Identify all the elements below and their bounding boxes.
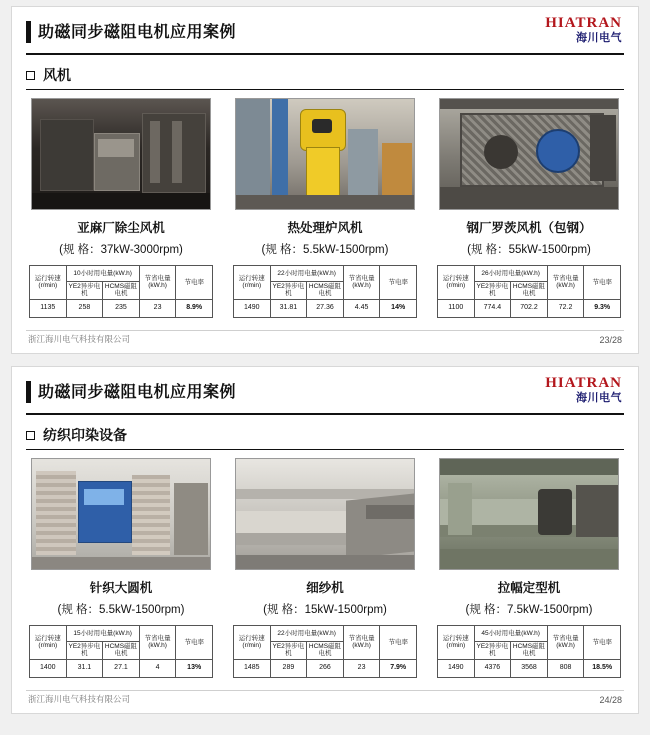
cell-hcms: 235 [103,299,140,317]
case-photo-spinning-frame [235,458,415,570]
table-header-row [234,266,417,282]
cell-speed: 1400 [30,659,67,677]
case-spec: (规 格：55kW-1500rpm) [467,244,591,256]
case-name: 钢厂罗茨风机（包钢） [466,221,592,235]
page-title: 助磁同步磁阻电机应用案例 [38,24,237,41]
company-logo [545,375,622,404]
page-number: 23/28 [599,335,622,345]
col-speed: 运行转速 (r/min) [30,266,67,300]
logo-wordmark: HIATRAN [545,375,622,391]
cell-ye2: 31.1 [66,659,103,677]
case-spec: (规 格：37kW-3000rpm) [59,244,183,256]
col-hcms: HCMS磁阻电机 [511,282,548,300]
case-list [26,458,624,678]
cell-rate: 7.9% [380,659,417,677]
table-row [234,299,417,317]
cell-ye2: 4376 [474,659,511,677]
col-ye2: YE2异步电机 [270,282,307,300]
case-name: 细纱机 [306,581,344,595]
case-spec: (规 格：5.5kW-1500rpm) [261,244,389,256]
col-speed: 运行转速 (r/min) [234,626,271,660]
cell-rate: 9.3% [584,299,621,317]
slide-title-bar [26,15,624,55]
cell-hcms: 3568 [511,659,548,677]
col-rate: 节电率 [584,626,621,660]
energy-table [437,625,621,678]
energy-table [233,625,417,678]
section-title: 风机 [43,67,71,83]
cell-rate: 18.5% [584,659,621,677]
col-ye2: YE2异步电机 [474,282,511,300]
cell-speed: 1100 [438,299,475,317]
cell-saved: 808 [547,659,584,677]
col-ye2: YE2异步电机 [66,642,103,660]
cell-speed: 1490 [234,299,271,317]
col-rate: 节电率 [176,626,213,660]
cell-saved: 4.45 [343,299,380,317]
col-group-consumption: 26小时用电量(kW.h) [474,266,547,282]
logo-chinese-name: 海川电气 [576,32,622,44]
col-speed: 运行转速 (r/min) [30,626,67,660]
case-photo-roots-blower [439,98,619,210]
cell-rate: 13% [176,659,213,677]
col-saved: 节省电量 (kW.h) [343,266,380,300]
col-rate: 节电率 [380,266,417,300]
section-heading [26,65,624,90]
cell-hcms: 702.2 [511,299,548,317]
col-saved: 节省电量 (kW.h) [139,266,176,300]
footer-divider [26,690,624,691]
col-speed: 运行转速 (r/min) [438,626,475,660]
cell-ye2: 31.81 [270,299,307,317]
col-ye2: YE2异步电机 [66,282,103,300]
col-hcms: HCMS磁阻电机 [103,642,140,660]
page-title: 助磁同步磁阻电机应用案例 [38,384,237,401]
table-row [30,299,213,317]
table-header-row [30,626,213,642]
col-speed: 运行转速 (r/min) [438,266,475,300]
col-saved: 节省电量 (kW.h) [139,626,176,660]
cell-ye2: 289 [270,659,307,677]
cell-rate: 14% [380,299,417,317]
col-hcms: HCMS磁阻电机 [103,282,140,300]
cell-saved: 4 [139,659,176,677]
case-photo-furnace-fan [235,98,415,210]
col-rate: 节电率 [584,266,621,300]
footer-company: 浙江海川电气科技有限公司 [28,694,131,704]
col-group-consumption: 10小时用电量(kW.h) [66,266,139,282]
col-saved: 节省电量 (kW.h) [547,266,584,300]
case-item [434,458,624,678]
footer-company: 浙江海川电气科技有限公司 [28,334,131,344]
section-title: 纺织印染设备 [43,427,127,443]
case-name: 针织大圆机 [89,581,153,595]
case-spec: (规 格：5.5kW-1500rpm) [57,604,185,616]
col-hcms: HCMS磁阻电机 [307,282,344,300]
company-logo [545,15,622,44]
case-name: 热处理炉风机 [287,221,363,235]
table-row [438,299,621,317]
case-photo-dust-fan [31,98,211,210]
col-ye2: YE2异步电机 [270,642,307,660]
footer-divider [26,330,624,331]
table-row [438,659,621,677]
energy-table [233,265,417,318]
case-list [26,98,624,318]
cell-hcms: 27.36 [307,299,344,317]
section-heading [26,425,624,450]
col-rate: 节电率 [176,266,213,300]
table-header-row [30,266,213,282]
cell-speed: 1485 [234,659,271,677]
cell-saved: 23 [139,299,176,317]
case-item [230,98,420,318]
table-header-row [438,626,621,642]
cell-hcms: 27.1 [103,659,140,677]
cell-saved: 72.2 [547,299,584,317]
table-row [234,659,417,677]
case-spec: (规 格：7.5kW-1500rpm) [465,604,593,616]
page-number: 24/28 [599,695,622,705]
slide-title-bar [26,375,624,415]
col-rate: 节电率 [380,626,417,660]
case-spec: (规 格：15kW-1500rpm) [263,604,387,616]
col-saved: 节省电量 (kW.h) [343,626,380,660]
table-header-row [438,266,621,282]
title-accent-bar [26,21,31,43]
logo-chinese-name: 海川电气 [576,392,622,404]
col-saved: 节省电量 (kW.h) [547,626,584,660]
case-photo-stenter [439,458,619,570]
square-bullet-icon [26,71,35,80]
case-name: 亚麻厂除尘风机 [77,221,165,235]
case-item [26,458,216,678]
logo-wordmark: HIATRAN [545,15,622,31]
cell-rate: 8.9% [176,299,213,317]
cell-hcms: 266 [307,659,344,677]
col-group-consumption: 22小时用电量(kW.h) [270,266,343,282]
case-item [434,98,624,318]
col-speed: 运行转速 (r/min) [234,266,271,300]
slide-23 [11,6,639,354]
cell-saved: 23 [343,659,380,677]
table-header-row [234,626,417,642]
case-name: 拉幅定型机 [497,581,561,595]
energy-table [29,265,213,318]
col-group-consumption: 45小时用电量(kW.h) [474,626,547,642]
col-hcms: HCMS磁阻电机 [307,642,344,660]
case-photo-circular-knitting [31,458,211,570]
case-item [26,98,216,318]
col-ye2: YE2异步电机 [474,642,511,660]
case-item [230,458,420,678]
col-hcms: HCMS磁阻电机 [511,642,548,660]
cell-ye2: 258 [66,299,103,317]
cell-ye2: 774.4 [474,299,511,317]
table-row [30,659,213,677]
title-accent-bar [26,381,31,403]
cell-speed: 1490 [438,659,475,677]
energy-table [29,625,213,678]
slide-24 [11,366,639,714]
energy-table [437,265,621,318]
cell-speed: 1135 [30,299,67,317]
square-bullet-icon [26,431,35,440]
col-group-consumption: 15小时用电量(kW.h) [66,626,139,642]
col-group-consumption: 22小时用电量(kW.h) [270,626,343,642]
